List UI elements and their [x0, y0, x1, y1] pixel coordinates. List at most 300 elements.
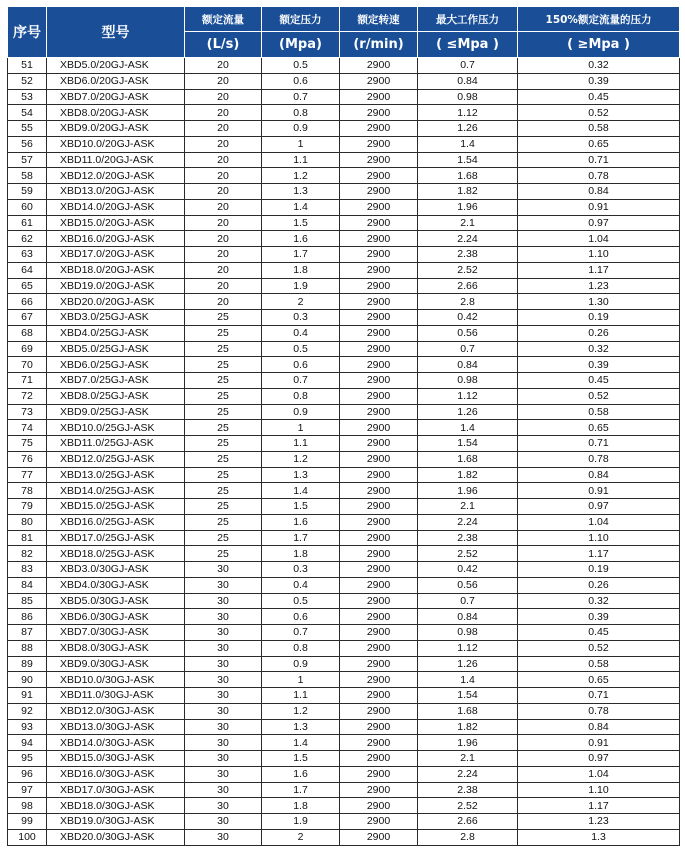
cell-index: 89: [8, 656, 47, 672]
cell-model: XBD16.0/20GJ-ASK: [47, 231, 185, 247]
cell-pressure: 1.1: [262, 152, 340, 168]
cell-pressure: 1.2: [262, 451, 340, 467]
cell-speed: 2900: [340, 357, 418, 373]
table-row: [8, 436, 680, 452]
cell-pressure-150: 0.71: [518, 436, 680, 452]
cell-pressure-150: 0.52: [518, 388, 680, 404]
cell-pressure: 1: [262, 420, 340, 436]
cell-pressure-150: 1.10: [518, 782, 680, 798]
table-row: [8, 640, 680, 656]
cell-pressure: 1.7: [262, 530, 340, 546]
table-row: [8, 404, 680, 420]
cell-max-pressure: 1.26: [418, 656, 518, 672]
cell-max-pressure: 1.4: [418, 136, 518, 152]
table-row: [8, 688, 680, 704]
cell-pressure: 0.6: [262, 609, 340, 625]
cell-pressure: 0.4: [262, 577, 340, 593]
cell-pressure: 0.7: [262, 373, 340, 389]
cell-pressure: 2: [262, 829, 340, 845]
cell-flow: 20: [185, 168, 262, 184]
cell-flow: 25: [185, 388, 262, 404]
cell-pressure-150: 0.52: [518, 640, 680, 656]
cell-pressure-150: 1.17: [518, 798, 680, 814]
cell-flow: 20: [185, 89, 262, 105]
cell-index: 79: [8, 499, 47, 515]
cell-model: XBD8.0/20GJ-ASK: [47, 105, 185, 121]
cell-flow: 20: [185, 58, 262, 74]
cell-pressure: 1.3: [262, 719, 340, 735]
cell-flow: 30: [185, 672, 262, 688]
cell-pressure-150: 1.30: [518, 294, 680, 310]
cell-index: 100: [8, 829, 47, 845]
cell-speed: 2900: [340, 609, 418, 625]
table-row: [8, 735, 680, 751]
cell-speed: 2900: [340, 105, 418, 121]
cell-pressure: 1.7: [262, 782, 340, 798]
cell-flow: 30: [185, 798, 262, 814]
cell-pressure: 0.9: [262, 121, 340, 137]
cell-max-pressure: 1.26: [418, 121, 518, 137]
cell-model: XBD20.0/30GJ-ASK: [47, 829, 185, 845]
cell-pressure: 1.7: [262, 247, 340, 263]
cell-max-pressure: 2.52: [418, 262, 518, 278]
table-row: [8, 656, 680, 672]
cell-flow: 30: [185, 577, 262, 593]
cell-pressure-150: 0.58: [518, 404, 680, 420]
cell-max-pressure: 1.68: [418, 451, 518, 467]
cell-flow: 25: [185, 404, 262, 420]
cell-pressure-150: 0.97: [518, 499, 680, 515]
cell-flow: 20: [185, 199, 262, 215]
cell-max-pressure: 2.8: [418, 294, 518, 310]
cell-speed: 2900: [340, 798, 418, 814]
cell-model: XBD4.0/25GJ-ASK: [47, 325, 185, 341]
cell-pressure-150: 1.17: [518, 546, 680, 562]
cell-model: XBD15.0/30GJ-ASK: [47, 751, 185, 767]
cell-speed: 2900: [340, 262, 418, 278]
table-row: [8, 215, 680, 231]
cell-index: 96: [8, 766, 47, 782]
cell-model: XBD9.0/25GJ-ASK: [47, 404, 185, 420]
cell-index: 98: [8, 798, 47, 814]
cell-flow: 20: [185, 136, 262, 152]
cell-model: XBD17.0/30GJ-ASK: [47, 782, 185, 798]
cell-model: XBD13.0/25GJ-ASK: [47, 467, 185, 483]
cell-pressure: 1.4: [262, 735, 340, 751]
cell-index: 72: [8, 388, 47, 404]
cell-model: XBD11.0/20GJ-ASK: [47, 152, 185, 168]
cell-model: XBD9.0/30GJ-ASK: [47, 656, 185, 672]
cell-pressure-150: 1.04: [518, 514, 680, 530]
cell-model: XBD4.0/30GJ-ASK: [47, 577, 185, 593]
cell-model: XBD6.0/20GJ-ASK: [47, 73, 185, 89]
cell-speed: 2900: [340, 73, 418, 89]
cell-pressure-150: 0.26: [518, 325, 680, 341]
cell-index: 93: [8, 719, 47, 735]
cell-model: XBD12.0/30GJ-ASK: [47, 703, 185, 719]
cell-pressure-150: 0.65: [518, 420, 680, 436]
cell-pressure: 0.8: [262, 105, 340, 121]
table-row: [8, 294, 680, 310]
table-row: [8, 577, 680, 593]
cell-speed: 2900: [340, 136, 418, 152]
table-row: [8, 152, 680, 168]
cell-model: XBD12.0/20GJ-ASK: [47, 168, 185, 184]
cell-speed: 2900: [340, 577, 418, 593]
cell-max-pressure: 1.96: [418, 735, 518, 751]
cell-index: 87: [8, 625, 47, 641]
table-row: [8, 357, 680, 373]
cell-model: XBD14.0/25GJ-ASK: [47, 483, 185, 499]
cell-flow: 30: [185, 766, 262, 782]
table-row: [8, 184, 680, 200]
cell-pressure-150: 0.45: [518, 625, 680, 641]
cell-flow: 30: [185, 562, 262, 578]
cell-pressure-150: 0.58: [518, 656, 680, 672]
table-row: [8, 782, 680, 798]
cell-flow: 20: [185, 294, 262, 310]
cell-index: 65: [8, 278, 47, 294]
cell-index: 52: [8, 73, 47, 89]
cell-speed: 2900: [340, 152, 418, 168]
cell-index: 86: [8, 609, 47, 625]
cell-index: 58: [8, 168, 47, 184]
cell-pressure: 0.3: [262, 310, 340, 326]
cell-max-pressure: 2.52: [418, 546, 518, 562]
cell-flow: 30: [185, 609, 262, 625]
header-max-pressure-unit: ( ≤Mpa ): [418, 32, 518, 58]
cell-index: 69: [8, 341, 47, 357]
cell-model: XBD18.0/20GJ-ASK: [47, 262, 185, 278]
cell-speed: 2900: [340, 514, 418, 530]
cell-flow: 30: [185, 656, 262, 672]
cell-model: XBD8.0/30GJ-ASK: [47, 640, 185, 656]
cell-model: XBD5.0/20GJ-ASK: [47, 58, 185, 74]
cell-flow: 30: [185, 719, 262, 735]
cell-max-pressure: 1.96: [418, 199, 518, 215]
spec-table-container: [7, 6, 679, 846]
cell-max-pressure: 2.8: [418, 829, 518, 845]
cell-pressure: 1.9: [262, 814, 340, 830]
cell-index: 78: [8, 483, 47, 499]
cell-flow: 30: [185, 829, 262, 845]
cell-index: 56: [8, 136, 47, 152]
cell-max-pressure: 0.84: [418, 357, 518, 373]
cell-max-pressure: 1.68: [418, 168, 518, 184]
cell-model: XBD14.0/30GJ-ASK: [47, 735, 185, 751]
cell-pressure-150: 1.04: [518, 231, 680, 247]
cell-index: 77: [8, 467, 47, 483]
cell-speed: 2900: [340, 751, 418, 767]
cell-pressure-150: 0.39: [518, 609, 680, 625]
cell-index: 63: [8, 247, 47, 263]
cell-model: XBD10.0/30GJ-ASK: [47, 672, 185, 688]
cell-flow: 30: [185, 735, 262, 751]
cell-pressure-150: 1.3: [518, 829, 680, 845]
table-row: [8, 121, 680, 137]
cell-index: 73: [8, 404, 47, 420]
cell-pressure: 0.7: [262, 89, 340, 105]
cell-pressure: 1.3: [262, 184, 340, 200]
cell-pressure-150: 0.84: [518, 467, 680, 483]
table-row: [8, 814, 680, 830]
table-row: [8, 703, 680, 719]
header-pressure-unit: (Mpa): [262, 32, 340, 58]
cell-speed: 2900: [340, 829, 418, 845]
table-row: [8, 593, 680, 609]
cell-model: XBD12.0/25GJ-ASK: [47, 451, 185, 467]
cell-flow: 25: [185, 420, 262, 436]
cell-speed: 2900: [340, 688, 418, 704]
cell-speed: 2900: [340, 121, 418, 137]
cell-index: 95: [8, 751, 47, 767]
cell-index: 97: [8, 782, 47, 798]
cell-speed: 2900: [340, 593, 418, 609]
cell-pressure: 1.1: [262, 688, 340, 704]
cell-speed: 2900: [340, 625, 418, 641]
table-row: [8, 388, 680, 404]
cell-speed: 2900: [340, 231, 418, 247]
header-max-pressure: 最大工作压力: [418, 7, 518, 32]
header-speed: 额定转速: [340, 7, 418, 32]
cell-index: 67: [8, 310, 47, 326]
cell-model: XBD19.0/20GJ-ASK: [47, 278, 185, 294]
cell-pressure-150: 1.23: [518, 814, 680, 830]
cell-pressure: 0.5: [262, 593, 340, 609]
cell-flow: 25: [185, 357, 262, 373]
cell-max-pressure: 0.84: [418, 609, 518, 625]
cell-max-pressure: 0.98: [418, 89, 518, 105]
cell-index: 71: [8, 373, 47, 389]
cell-model: XBD11.0/25GJ-ASK: [47, 436, 185, 452]
cell-max-pressure: 2.1: [418, 751, 518, 767]
cell-speed: 2900: [340, 735, 418, 751]
table-row: [8, 420, 680, 436]
cell-pressure: 0.6: [262, 73, 340, 89]
cell-max-pressure: 2.1: [418, 215, 518, 231]
cell-pressure: 1.8: [262, 262, 340, 278]
cell-model: XBD16.0/25GJ-ASK: [47, 514, 185, 530]
cell-speed: 2900: [340, 199, 418, 215]
cell-pressure-150: 0.45: [518, 89, 680, 105]
cell-flow: 20: [185, 73, 262, 89]
cell-max-pressure: 0.56: [418, 577, 518, 593]
cell-index: 90: [8, 672, 47, 688]
cell-model: XBD18.0/25GJ-ASK: [47, 546, 185, 562]
cell-flow: 25: [185, 341, 262, 357]
cell-speed: 2900: [340, 546, 418, 562]
cell-pressure: 0.9: [262, 656, 340, 672]
cell-index: 81: [8, 530, 47, 546]
cell-pressure-150: 1.10: [518, 530, 680, 546]
cell-max-pressure: 2.66: [418, 814, 518, 830]
cell-model: XBD7.0/30GJ-ASK: [47, 625, 185, 641]
table-row: [8, 231, 680, 247]
cell-pressure-150: 0.97: [518, 751, 680, 767]
cell-speed: 2900: [340, 310, 418, 326]
cell-pressure-150: 0.78: [518, 168, 680, 184]
cell-pressure: 0.7: [262, 625, 340, 641]
cell-flow: 20: [185, 247, 262, 263]
cell-max-pressure: 1.82: [418, 719, 518, 735]
cell-max-pressure: 0.98: [418, 625, 518, 641]
cell-speed: 2900: [340, 530, 418, 546]
cell-index: 60: [8, 199, 47, 215]
cell-index: 61: [8, 215, 47, 231]
cell-pressure: 1: [262, 672, 340, 688]
table-row: [8, 373, 680, 389]
cell-pressure: 1.2: [262, 168, 340, 184]
cell-flow: 20: [185, 184, 262, 200]
cell-max-pressure: 1.26: [418, 404, 518, 420]
header-pressure: 额定压力: [262, 7, 340, 32]
cell-max-pressure: 1.54: [418, 152, 518, 168]
cell-pressure: 1.6: [262, 514, 340, 530]
cell-pressure-150: 0.65: [518, 672, 680, 688]
cell-pressure-150: 0.58: [518, 121, 680, 137]
header-speed-unit: (r/min): [340, 32, 418, 58]
cell-index: 62: [8, 231, 47, 247]
table-row: [8, 325, 680, 341]
cell-speed: 2900: [340, 467, 418, 483]
cell-pressure-150: 1.10: [518, 247, 680, 263]
cell-speed: 2900: [340, 247, 418, 263]
cell-pressure-150: 0.71: [518, 688, 680, 704]
cell-speed: 2900: [340, 325, 418, 341]
cell-flow: 30: [185, 593, 262, 609]
cell-max-pressure: 1.12: [418, 388, 518, 404]
cell-max-pressure: 2.52: [418, 798, 518, 814]
table-row: [8, 451, 680, 467]
cell-flow: 25: [185, 514, 262, 530]
cell-flow: 20: [185, 215, 262, 231]
header-pressure-150: 150%额定流量的压力: [518, 7, 680, 32]
cell-index: 64: [8, 262, 47, 278]
cell-pressure-150: 0.39: [518, 357, 680, 373]
cell-pressure-150: 0.71: [518, 152, 680, 168]
cell-model: XBD7.0/25GJ-ASK: [47, 373, 185, 389]
cell-max-pressure: 1.96: [418, 483, 518, 499]
cell-pressure: 1.2: [262, 703, 340, 719]
cell-max-pressure: 0.7: [418, 58, 518, 74]
cell-pressure-150: 0.32: [518, 593, 680, 609]
cell-model: XBD9.0/20GJ-ASK: [47, 121, 185, 137]
cell-pressure-150: 0.52: [518, 105, 680, 121]
cell-index: 66: [8, 294, 47, 310]
cell-pressure-150: 0.45: [518, 373, 680, 389]
cell-max-pressure: 1.82: [418, 467, 518, 483]
cell-pressure: 0.9: [262, 404, 340, 420]
cell-model: XBD10.0/20GJ-ASK: [47, 136, 185, 152]
cell-index: 75: [8, 436, 47, 452]
table-row: [8, 58, 680, 74]
cell-pressure-150: 0.78: [518, 703, 680, 719]
cell-index: 53: [8, 89, 47, 105]
cell-pressure: 2: [262, 294, 340, 310]
table-row: [8, 672, 680, 688]
cell-pressure-150: 1.23: [518, 278, 680, 294]
cell-index: 74: [8, 420, 47, 436]
cell-max-pressure: 2.38: [418, 247, 518, 263]
cell-speed: 2900: [340, 562, 418, 578]
cell-pressure: 1.6: [262, 231, 340, 247]
cell-pressure-150: 0.91: [518, 735, 680, 751]
cell-speed: 2900: [340, 184, 418, 200]
cell-speed: 2900: [340, 766, 418, 782]
cell-max-pressure: 2.38: [418, 530, 518, 546]
table-row: [8, 168, 680, 184]
cell-pressure-150: 0.65: [518, 136, 680, 152]
cell-max-pressure: 1.4: [418, 672, 518, 688]
header-flow-unit: (L/s): [185, 32, 262, 58]
cell-index: 84: [8, 577, 47, 593]
cell-max-pressure: 2.24: [418, 231, 518, 247]
cell-pressure: 1.5: [262, 499, 340, 515]
header-pressure-150-unit: ( ≥Mpa ): [518, 32, 680, 58]
cell-pressure: 1.4: [262, 199, 340, 215]
header-model: 型号: [47, 7, 185, 58]
table-row: [8, 798, 680, 814]
cell-speed: 2900: [340, 782, 418, 798]
cell-pressure-150: 0.84: [518, 184, 680, 200]
cell-index: 70: [8, 357, 47, 373]
table-row: [8, 199, 680, 215]
table-row: [8, 262, 680, 278]
cell-max-pressure: 0.98: [418, 373, 518, 389]
cell-speed: 2900: [340, 656, 418, 672]
cell-model: XBD14.0/20GJ-ASK: [47, 199, 185, 215]
cell-pressure-150: 0.84: [518, 719, 680, 735]
cell-flow: 20: [185, 278, 262, 294]
cell-index: 80: [8, 514, 47, 530]
cell-pressure: 1: [262, 136, 340, 152]
cell-index: 92: [8, 703, 47, 719]
cell-max-pressure: 2.24: [418, 766, 518, 782]
cell-max-pressure: 0.84: [418, 73, 518, 89]
table-row: [8, 766, 680, 782]
cell-model: XBD16.0/30GJ-ASK: [47, 766, 185, 782]
table-row: [8, 89, 680, 105]
table-row: [8, 341, 680, 357]
cell-max-pressure: 1.54: [418, 436, 518, 452]
cell-index: 59: [8, 184, 47, 200]
cell-flow: 30: [185, 703, 262, 719]
cell-pressure-150: 0.91: [518, 199, 680, 215]
cell-pressure: 0.5: [262, 341, 340, 357]
cell-model: XBD11.0/30GJ-ASK: [47, 688, 185, 704]
cell-max-pressure: 2.24: [418, 514, 518, 530]
cell-speed: 2900: [340, 814, 418, 830]
cell-max-pressure: 0.42: [418, 562, 518, 578]
cell-pressure-150: 0.97: [518, 215, 680, 231]
cell-index: 99: [8, 814, 47, 830]
cell-flow: 25: [185, 451, 262, 467]
cell-max-pressure: 2.1: [418, 499, 518, 515]
cell-model: XBD5.0/30GJ-ASK: [47, 593, 185, 609]
cell-flow: 30: [185, 688, 262, 704]
table-header: [8, 7, 680, 58]
cell-pressure: 1.9: [262, 278, 340, 294]
header-index: 序号: [8, 7, 47, 58]
table-row: [8, 530, 680, 546]
cell-model: XBD18.0/30GJ-ASK: [47, 798, 185, 814]
table-row: [8, 562, 680, 578]
cell-speed: 2900: [340, 436, 418, 452]
cell-model: XBD15.0/25GJ-ASK: [47, 499, 185, 515]
cell-flow: 25: [185, 325, 262, 341]
cell-speed: 2900: [340, 719, 418, 735]
cell-max-pressure: 1.54: [418, 688, 518, 704]
